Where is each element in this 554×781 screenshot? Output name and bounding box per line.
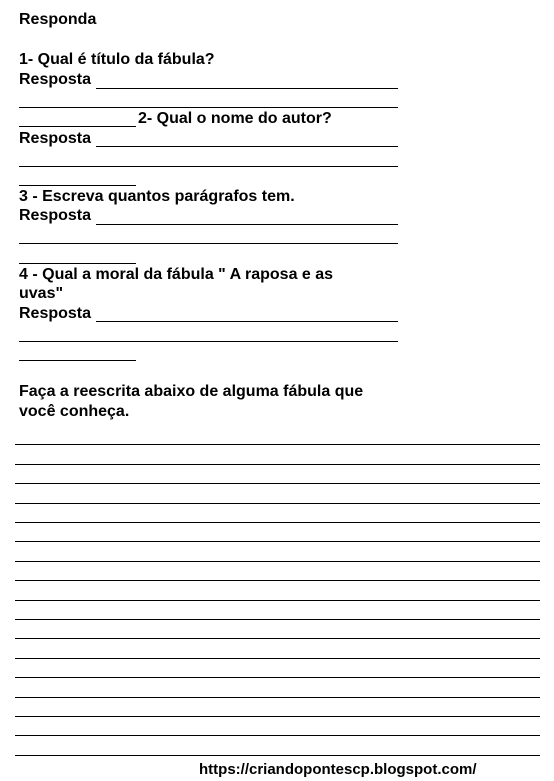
- answer-label-4: Resposta: [19, 305, 92, 322]
- answer-label-3: Resposta: [19, 207, 92, 224]
- question-3: 3 - Escreva quantos parágrafos tem.: [19, 188, 295, 205]
- answer-line-1a[interactable]: [96, 88, 398, 89]
- writing-line[interactable]: [15, 638, 540, 639]
- answer-line-3b[interactable]: [19, 243, 398, 244]
- writing-line[interactable]: [15, 677, 540, 678]
- writing-line[interactable]: [15, 503, 540, 504]
- answer-line-4a[interactable]: [96, 321, 398, 322]
- writing-line[interactable]: [15, 716, 540, 717]
- writing-line[interactable]: [15, 658, 540, 659]
- question-4-line-1: 4 - Qual a moral da fábula " A raposa e as: [19, 266, 334, 283]
- answer-line-2b[interactable]: [19, 166, 398, 167]
- answer-line-2c[interactable]: [19, 185, 136, 186]
- footer-url: https://criandopontescp.blogspot.com/: [199, 761, 477, 778]
- rewrite-prompt-line-2: você conheça.: [19, 403, 130, 420]
- writing-line[interactable]: [15, 580, 540, 581]
- answer-line-3c[interactable]: [19, 263, 136, 264]
- writing-line[interactable]: [15, 735, 540, 736]
- answer-line-1b[interactable]: [19, 107, 398, 108]
- question-1: 1- Qual é título da fábula?: [19, 51, 215, 68]
- writing-line[interactable]: [15, 697, 540, 698]
- writing-line[interactable]: [15, 483, 540, 484]
- answer-line-1c[interactable]: [19, 126, 136, 127]
- answer-line-2a[interactable]: [96, 146, 398, 147]
- answer-line-4c[interactable]: [19, 360, 136, 361]
- writing-line[interactable]: [15, 561, 540, 562]
- answer-line-3a[interactable]: [96, 224, 398, 225]
- question-2: 2- Qual o nome do autor?: [138, 110, 332, 127]
- answer-label-2: Resposta: [19, 130, 92, 147]
- writing-line[interactable]: [15, 755, 540, 756]
- writing-line[interactable]: [15, 541, 540, 542]
- writing-line[interactable]: [15, 464, 540, 465]
- rewrite-prompt-line-1: Faça a reescrita abaixo de alguma fábula que: [19, 383, 364, 400]
- answer-label-1: Resposta: [19, 71, 92, 88]
- writing-line[interactable]: [15, 522, 540, 523]
- answer-line-4b[interactable]: [19, 341, 398, 342]
- question-4-line-2: uvas": [19, 285, 64, 302]
- writing-line[interactable]: [15, 600, 540, 601]
- writing-line[interactable]: [15, 619, 540, 620]
- writing-line[interactable]: [15, 444, 540, 445]
- page-heading: Responda: [19, 11, 97, 28]
